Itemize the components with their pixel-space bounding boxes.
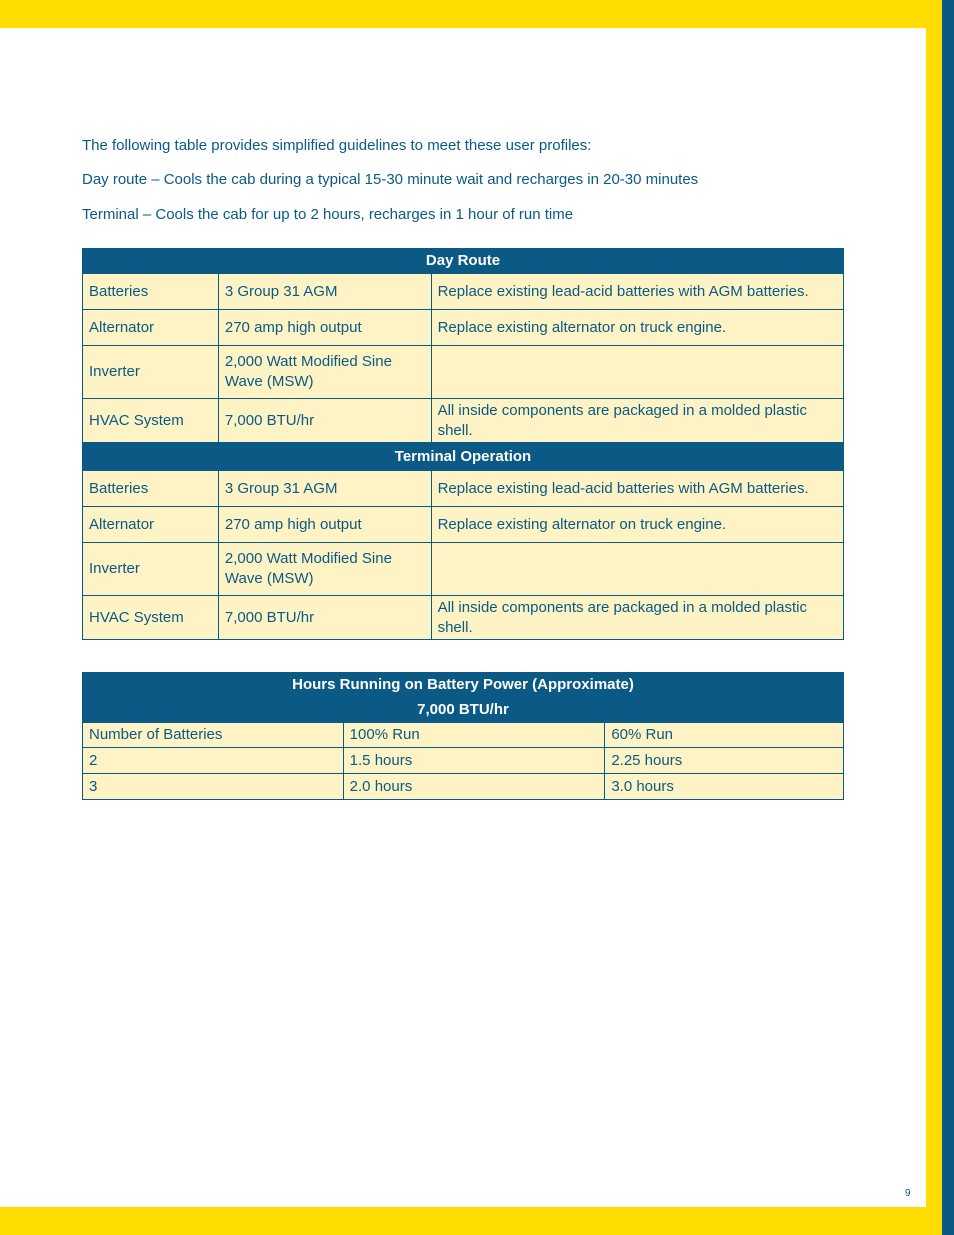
spec-cell: 2,000 Watt Modified Sine Wave (MSW): [218, 346, 431, 399]
intro-line-2: Day route – Cools the cab during a typical 15-30 minute wait and recharges in 20-30 minutes: [82, 171, 699, 188]
component-cell: Inverter: [83, 543, 219, 596]
component-cell: Alternator: [83, 310, 219, 346]
table-row: [83, 543, 844, 596]
note-cell: Replace existing alternator on truck engine.: [431, 310, 843, 346]
table-row: [83, 399, 844, 443]
guidelines-table: [82, 248, 844, 640]
spec-cell: 7,000 BTU/hr: [218, 399, 431, 443]
column-header: 60% Run: [605, 723, 844, 748]
page-number: 9: [905, 1188, 911, 1199]
table-row: [83, 346, 844, 399]
section-header-row: [83, 249, 844, 274]
spec-cell: 270 amp high output: [218, 310, 431, 346]
note-cell: [431, 543, 843, 596]
table-row: [83, 471, 844, 507]
component-cell: HVAC System: [83, 399, 219, 443]
table-row: [83, 274, 844, 310]
table-row: [83, 596, 844, 640]
bottom-yellow-band: [0, 1207, 942, 1235]
battery-count-cell: 2: [83, 748, 344, 774]
battery-table-subtitle: 7,000 BTU/hr: [83, 698, 844, 723]
right-blue-band: [942, 0, 954, 1235]
partial-run-cell: 2.25 hours: [605, 748, 844, 774]
table-row: [83, 774, 844, 800]
column-header: Number of Batteries: [83, 723, 344, 748]
note-cell: [431, 346, 843, 399]
full-run-cell: 2.0 hours: [343, 774, 605, 800]
partial-run-cell: 3.0 hours: [605, 774, 844, 800]
component-cell: Inverter: [83, 346, 219, 399]
table-row: [83, 748, 844, 774]
terminal-operation-header: Terminal Operation: [83, 443, 844, 471]
column-header: 100% Run: [343, 723, 605, 748]
component-cell: Batteries: [83, 274, 219, 310]
right-yellow-band: [926, 0, 942, 1235]
note-cell: All inside components are packaged in a molded plastic shell.: [431, 399, 843, 443]
spec-cell: 2,000 Watt Modified Sine Wave (MSW): [218, 543, 431, 596]
note-cell: All inside components are packaged in a molded plastic shell.: [431, 596, 843, 640]
table-subtitle-row: [83, 698, 844, 723]
table-row: [83, 507, 844, 543]
component-cell: HVAC System: [83, 596, 219, 640]
intro-line-3: Terminal – Cools the cab for up to 2 hours, recharges in 1 hour of run time: [82, 206, 574, 223]
note-cell: Replace existing lead-acid batteries with AGM batteries.: [431, 471, 843, 507]
section-header-row: [83, 443, 844, 471]
full-run-cell: 1.5 hours: [343, 748, 605, 774]
spec-cell: 3 Group 31 AGM: [218, 274, 431, 310]
table-title-row: [83, 673, 844, 698]
spec-cell: 7,000 BTU/hr: [218, 596, 431, 640]
note-cell: Replace existing alternator on truck engine.: [431, 507, 843, 543]
intro-line-1: The following table provides simplified guidelines to meet these user profiles:: [82, 137, 592, 154]
component-cell: Batteries: [83, 471, 219, 507]
spec-cell: 270 amp high output: [218, 507, 431, 543]
day-route-header: Day Route: [83, 249, 844, 274]
top-yellow-band: [0, 0, 942, 28]
battery-count-cell: 3: [83, 774, 344, 800]
spec-cell: 3 Group 31 AGM: [218, 471, 431, 507]
table-header-row: [83, 723, 844, 748]
component-cell: Alternator: [83, 507, 219, 543]
battery-table-title: Hours Running on Battery Power (Approximate): [83, 673, 844, 698]
battery-hours-table: [82, 672, 844, 800]
note-cell: Replace existing lead-acid batteries with AGM batteries.: [431, 274, 843, 310]
table-row: [83, 310, 844, 346]
